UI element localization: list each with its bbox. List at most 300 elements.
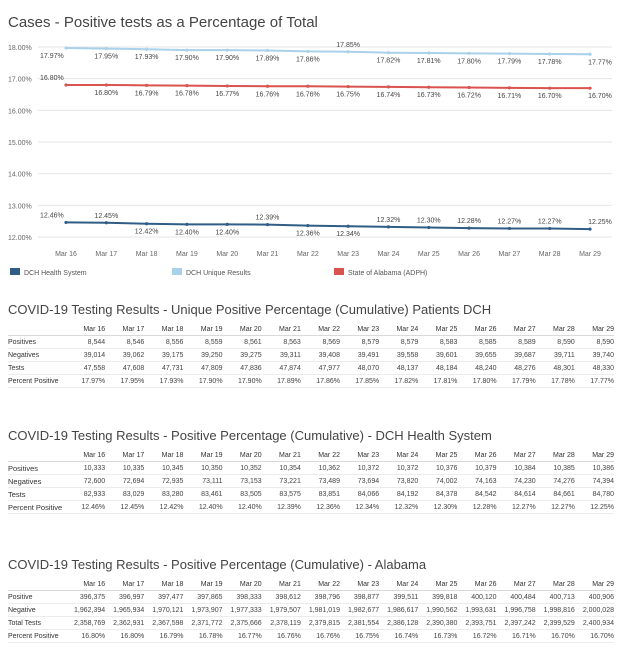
table-cell: 8,579 [340,336,379,349]
table-cell: 17.90% [223,375,262,388]
column-header: Mar 28 [536,323,575,336]
x-tick-label: Mar 25 [417,251,440,258]
column-header: Mar 20 [223,449,262,462]
y-tick-label: 16.00% [8,108,32,116]
data-point [306,224,309,227]
x-tick-label: Mar 28 [538,251,561,258]
data-point [548,227,551,230]
data-point [266,49,269,52]
row-label: Total Tests [8,617,66,630]
table-cell: 16.76% [262,630,301,643]
row-label: Tests [8,488,66,501]
data-point [64,46,67,49]
column-header: Mar 18 [144,323,183,336]
table-cell: 84,542 [457,488,496,501]
table-cell: 10,385 [536,462,575,475]
data-point [185,84,188,87]
table-cell: 399,511 [379,591,418,604]
table-cell: 8,585 [457,336,496,349]
data-label: 12.30% [416,217,441,225]
column-header: Mar 22 [301,323,340,336]
table-cell: 83,575 [262,488,301,501]
column-header: Mar 27 [497,449,536,462]
data-label: 12.27% [537,218,562,226]
data-label: 12.45% [94,212,119,220]
data-label: 17.78% [537,58,562,66]
table-cell: 12.39% [262,501,301,514]
legend-label: DCH Health System [24,270,87,277]
legend-swatch [172,268,182,275]
data-point [548,87,551,90]
table-cell: 398,877 [340,591,379,604]
table-cell: 16.70% [575,630,614,643]
data-label: 12.42% [134,228,159,236]
data-point [387,225,390,228]
x-tick-label: Mar 23 [337,251,360,258]
table-cell: 17.97% [66,375,105,388]
table-cell: 2,375,666 [223,617,262,630]
table-cell: 73,221 [262,475,301,488]
table-cell: 2,381,554 [340,617,379,630]
data-point [105,83,108,86]
table-cell: 84,661 [536,488,575,501]
table-cell: 17.78% [536,375,575,388]
table-row [8,336,614,349]
table-cell: 2,390,380 [418,617,457,630]
table-cell: 17.81% [418,375,457,388]
data-label: 16.80% [40,75,64,82]
table-cell: 2,367,598 [144,617,183,630]
table-cell: 1,986,617 [379,604,418,617]
column-header: Mar 19 [183,578,222,591]
table-cell: 39,275 [223,349,262,362]
table-section-dch-health-system [8,428,614,514]
data-point [64,83,67,86]
table-cell: 73,694 [340,475,379,488]
data-point [588,227,591,230]
data-label: 12.46% [40,212,64,220]
table-cell: 83,461 [183,488,222,501]
x-tick-label: Mar 19 [176,251,198,258]
column-header: Mar 22 [301,578,340,591]
table-cell: 39,175 [144,349,183,362]
table-cell: 2,386,128 [379,617,418,630]
table-cell: 10,352 [223,462,262,475]
table-cell: 16.72% [457,630,496,643]
table-cell: 400,120 [457,591,496,604]
table-cell: 39,601 [418,349,457,362]
data-point [588,87,591,90]
table-cell: 1,981,019 [301,604,340,617]
data-point [226,49,229,52]
data-label: 17.86% [295,56,320,64]
table-cell: 84,066 [340,488,379,501]
table-cell: 39,740 [575,349,614,362]
table-cell: 396,997 [105,591,144,604]
table-cell: 10,354 [262,462,301,475]
column-header: Mar 23 [340,578,379,591]
table-cell: 74,163 [457,475,496,488]
column-header: Mar 23 [340,323,379,336]
line-chart [0,0,623,290]
data-label: 16.79% [134,90,159,98]
table-cell: 1,993,631 [457,604,496,617]
table-cell: 39,687 [497,349,536,362]
table-cell: 10,379 [457,462,496,475]
data-point [387,51,390,54]
data-point [427,226,430,229]
table-cell: 48,330 [575,362,614,375]
data-point [185,223,188,226]
column-header: Mar 23 [340,449,379,462]
results-table [8,323,614,388]
table-row [8,501,614,514]
data-point [347,85,350,88]
data-point [226,84,229,87]
table-cell: 17.86% [301,375,340,388]
table-cell: 17.82% [379,375,418,388]
data-label: 16.77% [215,90,240,98]
table-cell: 84,780 [575,488,614,501]
table-cell: 73,111 [183,475,222,488]
table-cell: 400,713 [536,591,575,604]
table-cell: 8,546 [105,336,144,349]
table-cell: 16.79% [144,630,183,643]
data-label: 17.79% [497,58,522,66]
x-tick-label: Mar 17 [95,251,118,258]
table-cell: 2,000,028 [575,604,614,617]
data-point [467,227,470,230]
table-cell: 39,408 [301,349,340,362]
table-cell: 16.78% [183,630,222,643]
table-cell: 16.73% [418,630,457,643]
column-header: Mar 18 [144,578,183,591]
data-label: 17.97% [40,52,64,60]
table-cell: 73,153 [223,475,262,488]
table-cell: 39,062 [105,349,144,362]
table-cell: 398,796 [301,591,340,604]
data-label: 16.73% [416,92,441,100]
table-cell: 2,399,529 [536,617,575,630]
data-point [105,221,108,224]
table-cell: 1,979,507 [262,604,301,617]
column-header: Mar 21 [262,323,301,336]
table-cell: 8,563 [262,336,301,349]
table-cell: 12.25% [575,501,614,514]
table-cell: 2,378,119 [262,617,301,630]
table-cell: 83,505 [223,488,262,501]
data-point [467,86,470,89]
corner-cell [8,449,66,462]
data-label: 16.78% [175,90,199,98]
table-cell: 39,711 [536,349,575,362]
table-cell: 83,851 [301,488,340,501]
data-label: 17.80% [457,58,481,66]
column-header: Mar 18 [144,449,183,462]
data-label: 16.76% [255,91,280,99]
table-cell: 83,029 [105,488,144,501]
table-cell: 12.28% [457,501,496,514]
x-tick-label: Mar 20 [216,251,239,258]
table-row [8,362,614,375]
data-point [64,221,67,224]
table-cell: 72,935 [144,475,183,488]
table-section-unique-dch [8,302,614,388]
data-label: 16.75% [336,91,361,99]
table-cell: 39,311 [262,349,301,362]
table-cell: 8,590 [536,336,575,349]
table-cell: 10,376 [418,462,457,475]
table-cell: 8,589 [497,336,536,349]
data-label: 16.70% [537,93,562,101]
column-header: Mar 26 [457,578,496,591]
data-label: 17.85% [336,41,361,49]
table-cell: 8,559 [183,336,222,349]
column-header: Mar 21 [262,578,301,591]
table-cell: 10,386 [575,462,614,475]
row-label: Negative [8,604,66,617]
legend-swatch [10,268,20,275]
table-cell: 12.46% [66,501,105,514]
column-header: Mar 26 [457,449,496,462]
data-point [145,48,148,51]
table-cell: 16.75% [340,630,379,643]
table-cell: 397,865 [183,591,222,604]
table-cell: 12.40% [223,501,262,514]
table-cell: 39,558 [379,349,418,362]
column-header: Mar 24 [379,449,418,462]
data-label: 16.76% [295,91,320,99]
column-header: Mar 22 [301,449,340,462]
column-header: Mar 29 [575,578,614,591]
data-point [226,223,229,226]
table-row [8,591,614,604]
table-cell: 10,350 [183,462,222,475]
table-cell: 8,561 [223,336,262,349]
table-row [8,604,614,617]
column-header: Mar 17 [105,323,144,336]
data-label: 17.93% [134,54,159,62]
table-cell: 8,579 [379,336,418,349]
row-label: Negatives [8,475,66,488]
data-label: 16.71% [497,92,522,100]
table-cell: 8,556 [144,336,183,349]
data-label: 16.70% [588,93,612,101]
table-cell: 10,333 [66,462,105,475]
table-cell: 74,276 [536,475,575,488]
x-tick-label: Mar 16 [55,251,77,258]
data-label: 12.32% [376,216,401,224]
results-table [8,449,614,514]
column-header: Mar 24 [379,323,418,336]
table-row [8,617,614,630]
table-cell: 400,484 [497,591,536,604]
x-tick-label: Mar 24 [377,251,400,258]
data-point [306,85,309,88]
row-label: Positives [8,336,66,349]
table-cell: 399,818 [418,591,457,604]
table-cell: 48,276 [497,362,536,375]
results-table [8,578,614,643]
table-cell: 8,583 [418,336,457,349]
column-header: Mar 27 [497,578,536,591]
data-point [508,227,511,230]
chart-title: Cases - Positive tests as a Percentage of Total [8,14,318,31]
table-cell: 10,335 [105,462,144,475]
table-cell: 39,491 [340,349,379,362]
data-point [548,52,551,55]
column-header: Mar 17 [105,449,144,462]
column-header: Mar 25 [418,578,457,591]
x-tick-label: Mar 27 [498,251,521,258]
table-cell: 2,379,815 [301,617,340,630]
data-label: 17.90% [175,55,199,63]
table-cell: 1,977,333 [223,604,262,617]
column-header: Mar 16 [66,323,105,336]
table-cell: 48,137 [379,362,418,375]
table-cell: 73,489 [301,475,340,488]
table-cell: 2,371,772 [183,617,222,630]
column-header: Mar 24 [379,578,418,591]
table-cell: 16.70% [536,630,575,643]
table-cell: 47,809 [183,362,222,375]
table-cell: 10,372 [340,462,379,475]
table-cell: 39,250 [183,349,222,362]
data-label: 17.77% [588,59,612,67]
table-cell: 8,569 [301,336,340,349]
table-cell: 12.34% [340,501,379,514]
column-header: Mar 29 [575,449,614,462]
table-cell: 47,977 [301,362,340,375]
table-row [8,475,614,488]
data-label: 16.80% [94,90,119,97]
table-cell: 2,358,769 [66,617,105,630]
corner-cell [8,323,66,336]
data-label: 17.95% [94,53,119,61]
table-cell: 12.27% [536,501,575,514]
x-tick-label: Mar 21 [256,251,279,258]
column-header: Mar 16 [66,578,105,591]
table-cell: 82,933 [66,488,105,501]
y-tick-label: 14.00% [8,171,32,179]
table-cell: 16.80% [105,630,144,643]
table-cell: 1,998,816 [536,604,575,617]
table-cell: 84,614 [497,488,536,501]
table-cell: 2,397,242 [497,617,536,630]
data-point [145,84,148,87]
table-cell: 2,362,931 [105,617,144,630]
table-cell: 10,362 [301,462,340,475]
data-label: 12.25% [588,219,612,227]
data-point [508,52,511,55]
legend-label: DCH Unique Results [186,270,251,277]
column-header: Mar 21 [262,449,301,462]
x-tick-label: Mar 18 [135,251,158,258]
table-section-alabama [8,557,614,643]
table-cell: 17.93% [144,375,183,388]
table-cell: 47,836 [223,362,262,375]
table-cell: 74,230 [497,475,536,488]
table-cell: 10,384 [497,462,536,475]
column-header: Mar 17 [105,578,144,591]
table-cell: 2,400,934 [575,617,614,630]
x-tick-label: Mar 29 [579,251,601,258]
table-cell: 48,240 [457,362,496,375]
column-header: Mar 26 [457,323,496,336]
data-point [105,47,108,50]
data-point [387,85,390,88]
table-cell: 84,378 [418,488,457,501]
table-cell: 1,982,677 [340,604,379,617]
data-label: 12.36% [295,230,320,238]
row-label: Percent Positive [8,501,66,514]
column-header: Mar 25 [418,323,457,336]
column-header: Mar 28 [536,578,575,591]
data-point [266,223,269,226]
column-header: Mar 16 [66,449,105,462]
data-label: 12.34% [336,231,361,239]
corner-cell [8,578,66,591]
data-label: 12.28% [457,218,481,226]
table-cell: 12.45% [105,501,144,514]
legend-swatch [334,268,344,275]
table-title: COVID-19 Testing Results - Unique Positive Percentage (Cumulative) Patients DCH [8,302,492,317]
data-point [427,86,430,89]
table-cell: 10,345 [144,462,183,475]
data-label: 12.40% [215,229,240,237]
data-point [508,86,511,89]
table-cell: 47,558 [66,362,105,375]
x-tick-label: Mar 26 [458,251,480,258]
table-cell: 12.42% [144,501,183,514]
table-cell: 397,477 [144,591,183,604]
table-cell: 1,965,934 [105,604,144,617]
table-cell: 8,544 [66,336,105,349]
table-cell: 1,970,121 [144,604,183,617]
row-label: Positive [8,591,66,604]
data-label: 12.27% [497,218,522,226]
row-label: Percent Positive [8,375,66,388]
column-header: Mar 28 [536,449,575,462]
table-cell: 12.30% [418,501,457,514]
table-cell: 8,590 [575,336,614,349]
table-cell: 1,990,562 [418,604,457,617]
table-row [8,630,614,643]
data-point [266,85,269,88]
table-cell: 17.89% [262,375,301,388]
column-header: Mar 20 [223,578,262,591]
table-cell: 16.77% [223,630,262,643]
data-label: 17.89% [255,55,280,63]
data-label: 16.72% [457,92,481,100]
table-cell: 48,070 [340,362,379,375]
column-header: Mar 19 [183,449,222,462]
y-tick-label: 18.00% [8,45,32,52]
table-cell: 74,002 [418,475,457,488]
table-cell: 10,372 [379,462,418,475]
y-tick-label: 13.00% [8,203,32,211]
table-cell: 398,612 [262,591,301,604]
table-cell: 74,394 [575,475,614,488]
table-cell: 1,973,907 [183,604,222,617]
table-cell: 83,280 [144,488,183,501]
table-cell: 39,655 [457,349,496,362]
y-tick-label: 12.00% [8,235,32,242]
data-point [185,49,188,52]
table-cell: 396,375 [66,591,105,604]
table-cell: 12.27% [497,501,536,514]
table-row [8,349,614,362]
